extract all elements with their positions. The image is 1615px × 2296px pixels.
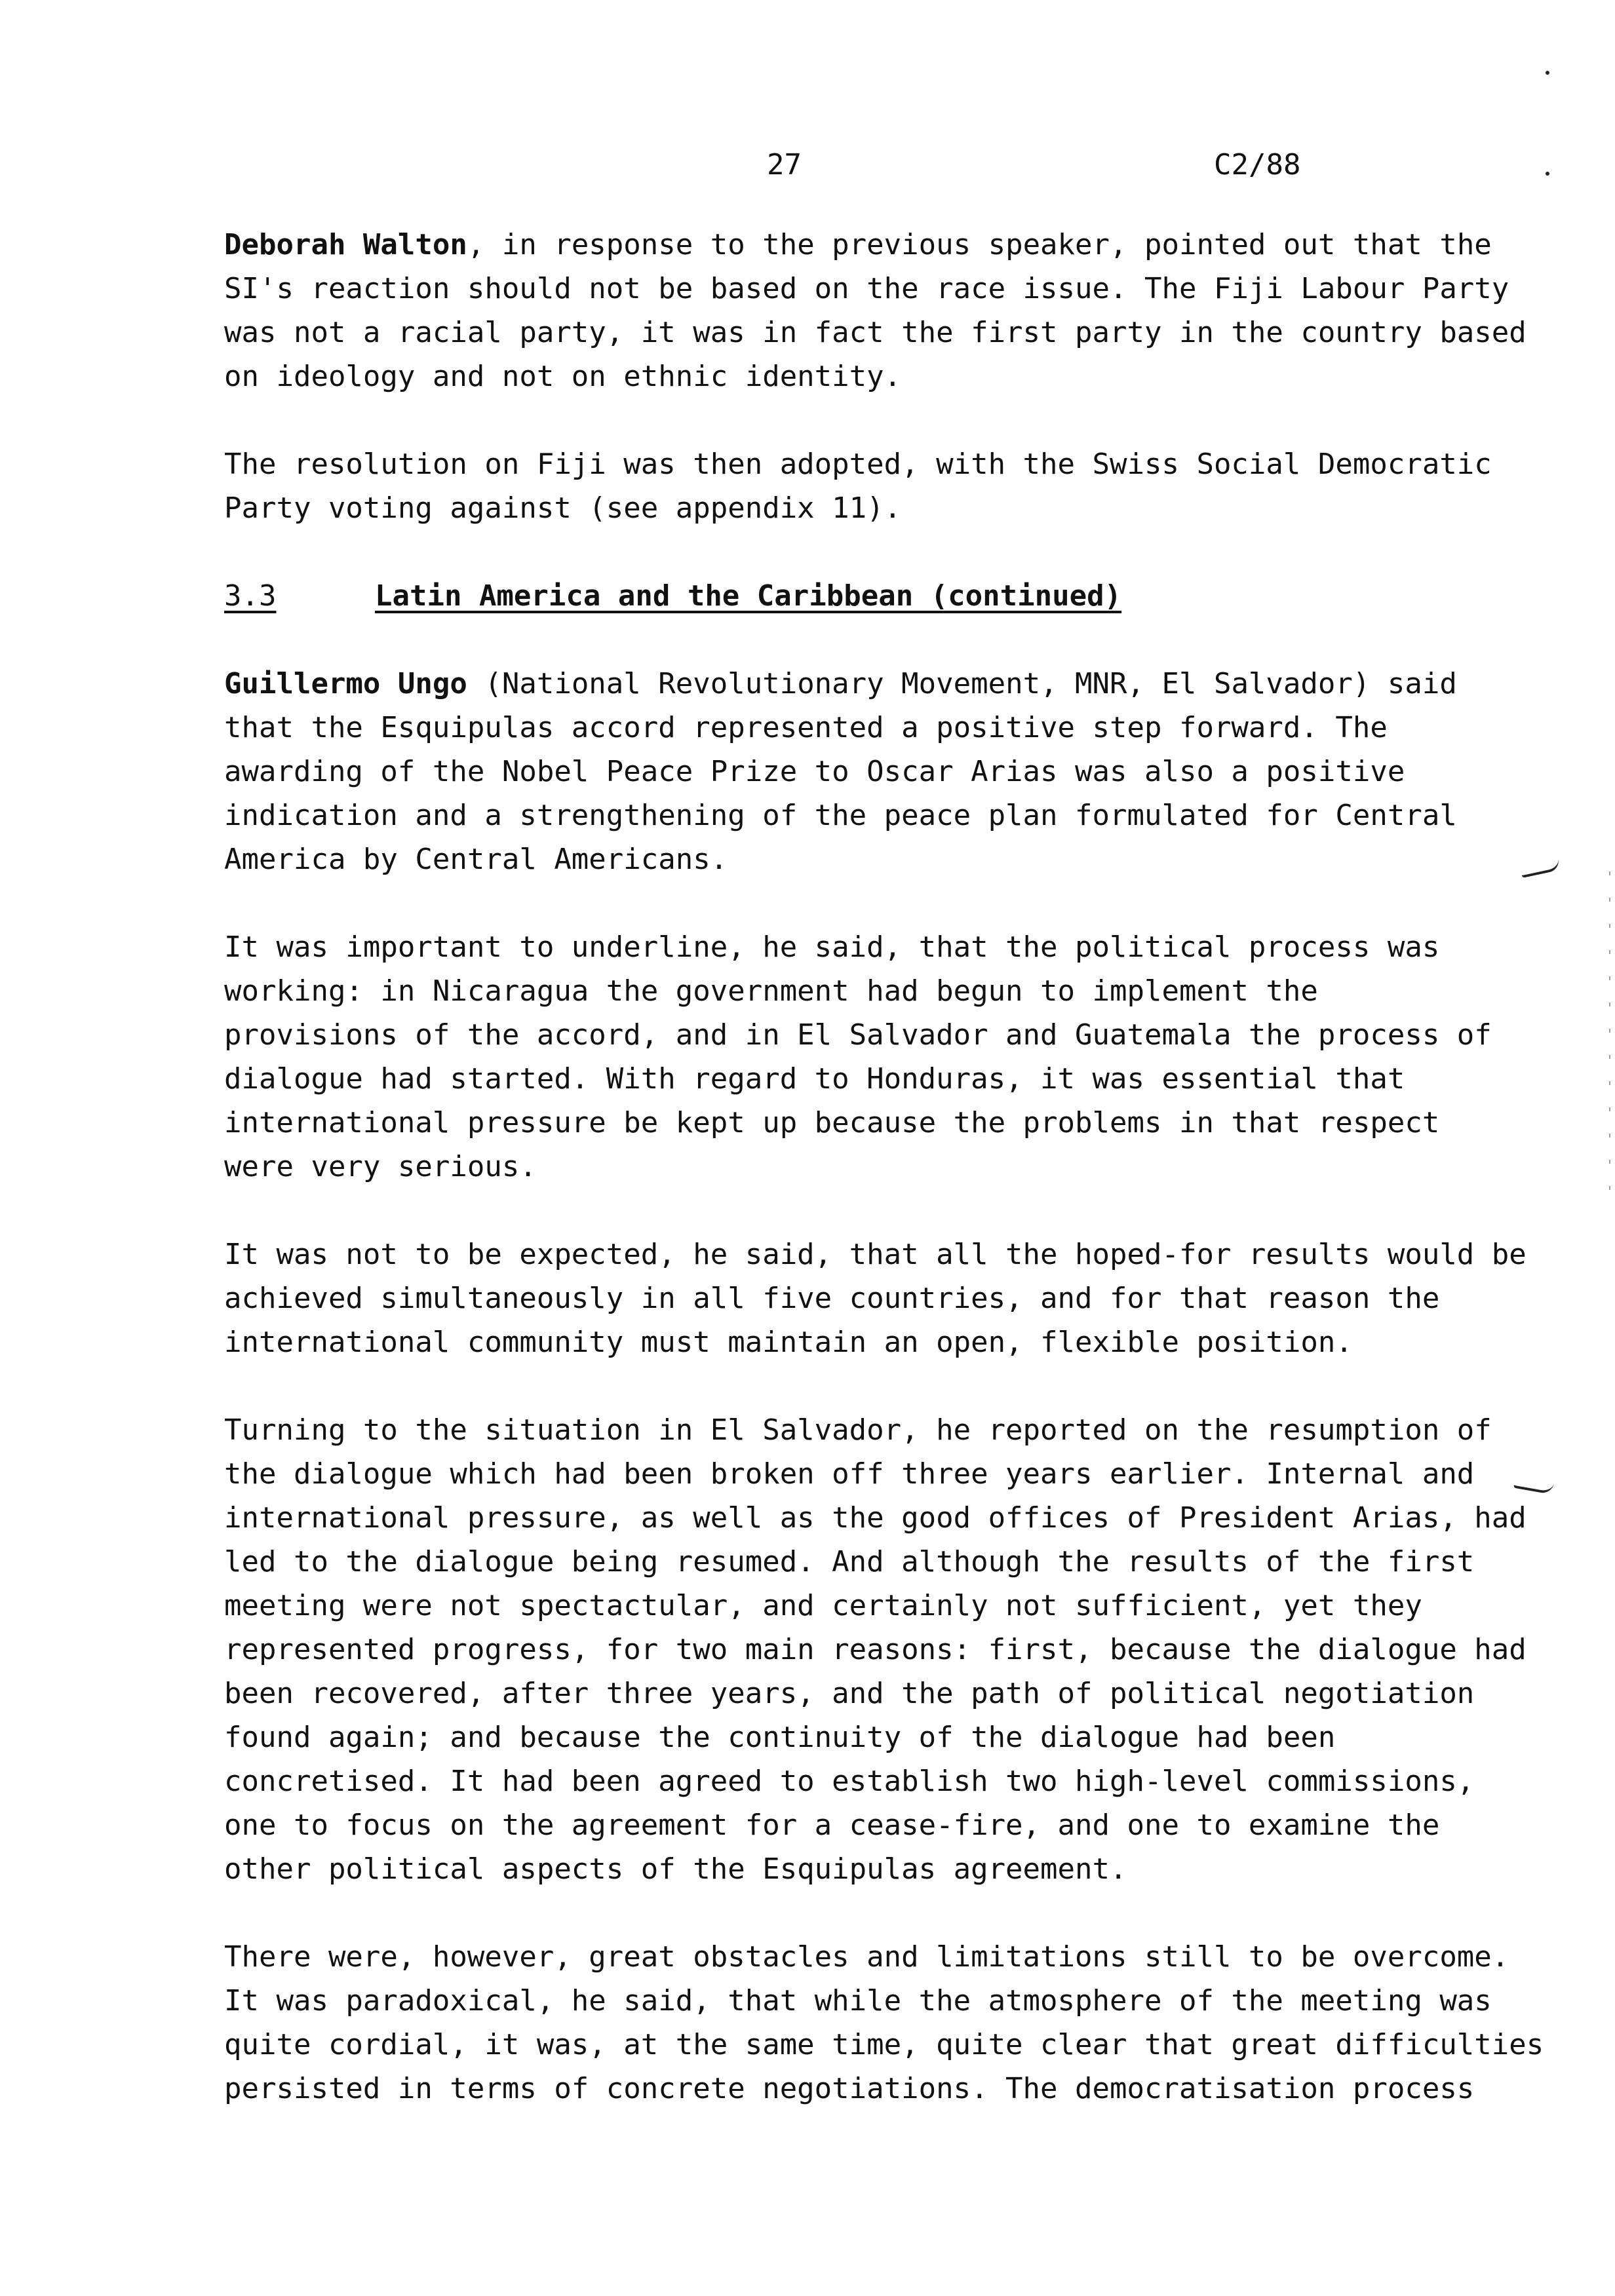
- margin-dotted-line: [1609, 871, 1610, 1212]
- text-line: found again; and because the continuity of the dialogue had been: [224, 1721, 1336, 1754]
- page-header: [0, 145, 1615, 185]
- text-line: led to the dialogue being resumed. And although the results of the first: [224, 1545, 1475, 1578]
- text-line: persisted in terms of concrete negotiations. The democratisation process: [224, 2072, 1475, 2105]
- text-line: There were, however, great obstacles and limitations still to be overcome.: [224, 1940, 1509, 1974]
- text-line: Party voting against (see appendix 11).: [224, 491, 902, 525]
- text-line: represented progress, for two main reasons: first, because the dialogue had: [224, 1633, 1527, 1666]
- paragraph-walton-response: [224, 223, 1527, 398]
- text-line: It was paradoxical, he said, that while the atmosphere of the meeting was: [224, 1984, 1492, 2018]
- speaker-name: Guillermo Ungo: [224, 667, 467, 700]
- text-line: America by Central Americans.: [224, 843, 728, 876]
- text-line: were very serious.: [224, 1150, 537, 1183]
- margin-check-mark: [1520, 858, 1561, 878]
- paragraph-political-process: [224, 925, 1492, 1189]
- speaker-name: Deborah Walton: [224, 228, 467, 261]
- text-line: concretised. It had been agreed to establish two high-level commissions,: [224, 1765, 1475, 1798]
- text-line: SI's reaction should not be based on the race issue. The Fiji Labour Party: [224, 272, 1509, 305]
- text-line: quite cordial, it was, at the same time, quite clear that great difficulties: [224, 2028, 1544, 2061]
- text-line: Guillermo Ungo (National Revolutionary Movement, MNR, El Salvador) said: [224, 667, 1457, 700]
- margin-mark-dot: [1546, 71, 1549, 75]
- text-line: It was important to underline, he said, that the political process was: [224, 930, 1440, 964]
- paragraph-ungo-esquipulas: [224, 662, 1457, 881]
- page-number: 27: [767, 148, 802, 182]
- margin-check-mark: [1513, 1476, 1554, 1495]
- text-line: Turning to the situation in El Salvador, he reported on the resumption of: [224, 1413, 1492, 1447]
- paragraph-el-salvador-dialogue: [224, 1408, 1527, 1891]
- text-line: international pressure be kept up because the problems in that respect: [224, 1106, 1440, 1139]
- text-line: achieved simultaneously in all five countries, and for that reason the: [224, 1282, 1440, 1315]
- text-line: international pressure, as well as the good offices of President Arias, had: [224, 1501, 1527, 1535]
- text-line: meeting were not spectactular, and certainly not sufficient, yet they: [224, 1589, 1422, 1622]
- section-number: 3.3: [224, 579, 277, 613]
- text-line: dialogue had started. With regard to Honduras, it was essential that: [224, 1062, 1405, 1096]
- text-line: the dialogue which had been broken off three years earlier. Internal and: [224, 1457, 1475, 1491]
- text-line: other political aspects of the Esquipulas agreement.: [224, 1852, 1127, 1886]
- text-line: It was not to be expected, he said, that all the hoped-for results would be: [224, 1238, 1527, 1271]
- text-line: on ideology and not on ethnic identity.: [224, 360, 902, 393]
- text-line: one to focus on the agreement for a cease-fire, and one to examine the: [224, 1808, 1440, 1842]
- text-line: Deborah Walton, in response to the previous speaker, pointed out that the: [224, 228, 1492, 261]
- paragraph-fiji-resolution: [224, 442, 1492, 530]
- paragraph-obstacles: [224, 1935, 1544, 2111]
- text-line: awarding of the Nobel Peace Prize to Oscar Arias was also a positive: [224, 755, 1405, 788]
- text-line: that the Esquipulas accord represented a positive step forward. The: [224, 711, 1388, 744]
- document-body: [224, 223, 1544, 2154]
- text-line: working: in Nicaragua the government had begun to implement the: [224, 974, 1318, 1008]
- text-line: indication and a strengthening of the peace plan formulated for Central: [224, 799, 1457, 832]
- section-heading: [224, 574, 1404, 618]
- text-line: provisions of the accord, and in El Salvador and Guatemala the process of: [224, 1018, 1492, 1052]
- text-line: been recovered, after three years, and the path of political negotiation: [224, 1677, 1475, 1710]
- section-title: Latin America and the Caribbean (continued): [375, 579, 1122, 613]
- text-line: was not a racial party, it was in fact the first party in the country based: [224, 316, 1527, 349]
- paragraph-expectations: [224, 1233, 1527, 1364]
- document-reference: C2/88: [1214, 148, 1301, 182]
- text-line: international community must maintain an open, flexible position.: [224, 1326, 1353, 1359]
- text-line: The resolution on Fiji was then adopted, with the Swiss Social Democratic: [224, 448, 1492, 481]
